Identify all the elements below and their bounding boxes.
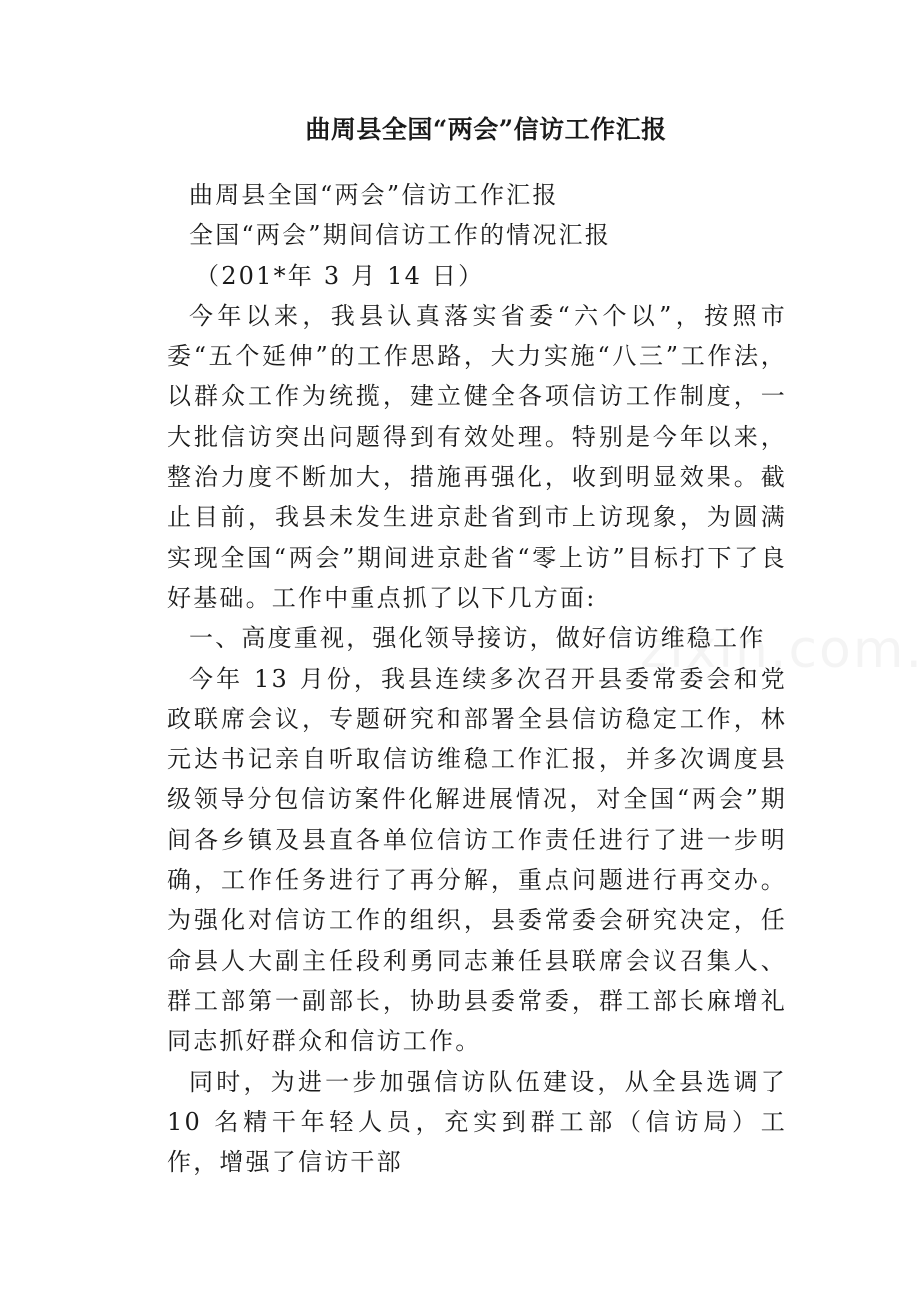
body-paragraph: 今年 13 月份，我县连续多次召开县委常委会和党政联席会议，专题研究和部署全县信访稳定工作，林元达书记亲自听取信访维稳工作汇报，并多次调度县级领导分包信访案件化解进展情况，对全国“两会”期间各乡镇及县直各单位信访工作责任进行了进一步明确，工作任务进行了再分解，重点问题进行再交办。为强化对信访工作的组织，县委常委会研究决定，任命县人大副主任段利勇同志兼任县联席会议召集人、群工部第一副部长，协助县委常委，群工部长麻增礼同志抓好群众和信访工作。 — [167, 664, 787, 1056]
subtitle-paragraph: 曲周县全国“两会”信访工作汇报 — [189, 181, 559, 209]
intro-paragraph: 今年以来，我县认真落实省委“六个以”，按照市委“五个延伸”的工作思路，大力实施“八三”工作法，以群众工作为统揽，建立健全各项信访工作制度，一大批信访突出问题得到有效处理。特别是今年以来，整治力度不断加大，措施再强化，收到明显效果。截止目前，我县未发生进京赴省到市上访现象，为圆满实现全国“两会”期间进京赴省“零上访”目标打下了良好基础。工作中重点抓了以下几方面: — [167, 301, 787, 612]
section-heading-paragraph: 一、高度重视，强化领导接访，做好信访维稳工作 — [189, 624, 766, 653]
date-paragraph: （201*年 3 月 14 日） — [195, 261, 485, 290]
body-paragraph: 同时，为进一步加强信访队伍建设，从全县选调了 10 名精干年轻人员，充实到群工部（信访局）工作，增强了信访干部 — [167, 1067, 787, 1177]
document-title: 曲周县全国“两会”信访工作汇报 — [305, 115, 667, 144]
document-body — [167, 175, 787, 1182]
report-heading-paragraph: 全国“两会”期间信访工作的情况汇报 — [189, 221, 611, 250]
